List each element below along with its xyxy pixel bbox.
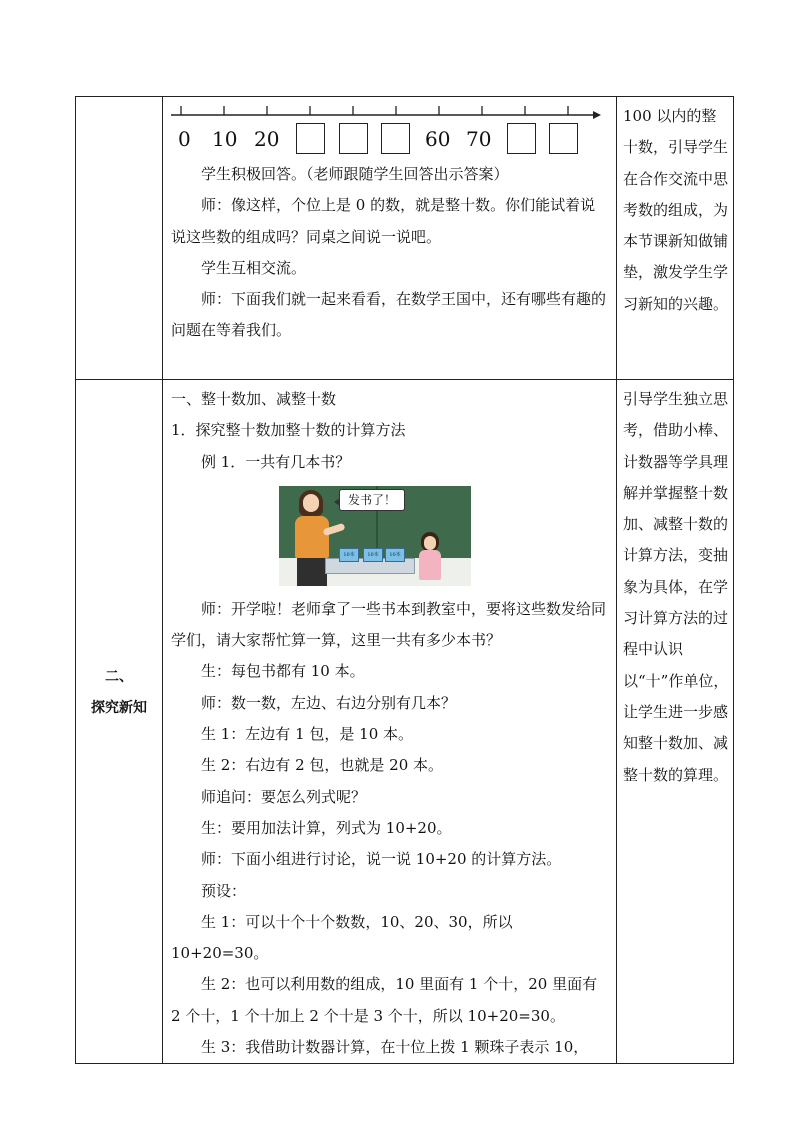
intent-cell xyxy=(617,97,734,380)
book-pack: 10本 xyxy=(363,548,383,562)
number-line-label: 70 xyxy=(466,127,492,151)
subsection-heading: 1．探究整十数加整十数的计算方法 xyxy=(171,421,406,440)
paragraph: 师：下面小组进行讨论，说一说 10+20 的计算方法。 xyxy=(201,850,562,869)
stage-label xyxy=(76,380,162,724)
answer-box xyxy=(507,123,536,154)
teacher-figure xyxy=(295,516,329,558)
book-pack: 10本 xyxy=(339,548,359,562)
paragraph: 生 3：我借助计数器计算，在十位上拨 1 颗珠子表示 10， xyxy=(201,1038,589,1057)
number-line-label: 0 xyxy=(178,127,191,151)
paragraph: 师追问：要怎么列式呢？ xyxy=(201,787,367,806)
paragraph: 师：数一数，左边、右边分别有几本？ xyxy=(201,693,457,712)
stage-number: 二、 xyxy=(105,669,133,685)
book-pack: 10本 xyxy=(385,548,405,562)
process-cell xyxy=(163,380,617,1064)
paragraph: 师：像这样，个位上是 0 的数，就是整十数。你们能试着说说这些数的组成吗？同桌之间说一说吧。 xyxy=(171,196,596,246)
speech-bubble: 发书了！ xyxy=(339,489,405,511)
classroom-illustration xyxy=(279,486,471,586)
table-row xyxy=(76,97,734,380)
stage-cell xyxy=(76,380,163,1064)
design-intent-note: 引导学生独立思考，借助小棒、计数器等学具理解并掌握整十数加、减整十数的计算方法，变抽象为具体，在学习计算方法的过程中认识以“十”作单位，让学生进一步感知整十数加、减整十数的算理。 xyxy=(623,390,729,784)
section-heading: 一、整十数加、减整十数 xyxy=(171,390,337,408)
process-cell xyxy=(163,97,617,380)
design-intent-note: 100 以内的整十数，引导学生在合作交流中思考数的组成，为本节课新知做铺垫，激发学生学习新知的兴趣。 xyxy=(623,107,729,313)
paragraph: 学生互相交流。 xyxy=(201,258,307,277)
paragraph: 师：开学啦！老师拿了一些书本到教室中，要将这些数发给同学们，请大家帮忙算一算，这里一共有多少本书？ xyxy=(171,599,607,650)
paragraph: 生 1：可以十个十个数数，10、20、30，所以 10+20=30。 xyxy=(171,912,513,963)
paragraph: 生：要用加法计算，列式为 10+20。 xyxy=(201,818,452,837)
intent-cell xyxy=(617,380,734,1064)
paragraph: 师：下面我们就一起来看看，在数学王国中，还有哪些有趣的问题在等着我们。 xyxy=(171,290,607,340)
paragraph: 生 2：也可以利用数的组成，10 里面有 1 个十，20 里面有 2 个十，1 个十加上 2 个十是 3 个十，所以 10+20=30。 xyxy=(171,975,598,1025)
answer-box xyxy=(296,123,325,154)
paragraph: 学生积极回答。（老师跟随学生回答出示答案） xyxy=(201,165,509,183)
answer-box xyxy=(549,123,578,154)
student-figure xyxy=(419,550,441,580)
number-line-axis xyxy=(169,101,601,125)
stage-title: 探究新知 xyxy=(91,700,147,716)
table-row xyxy=(76,380,734,1064)
paragraph: 生：每包书都有 10 本。 xyxy=(201,662,365,681)
number-line xyxy=(169,101,610,159)
stage-cell xyxy=(76,97,163,380)
stage-label xyxy=(76,97,162,379)
example-title: 例 1．一共有几本书？ xyxy=(201,452,351,471)
paragraph: 生 2：右边有 2 包，也就是 20 本。 xyxy=(201,756,444,775)
paragraph: 生 1：左边有 1 包，是 10 本。 xyxy=(201,725,414,744)
number-line-label: 10 xyxy=(212,127,238,151)
answer-box xyxy=(381,123,410,154)
lesson-plan-table xyxy=(75,96,734,1064)
number-line-label: 60 xyxy=(425,127,451,151)
paragraph: 预设： xyxy=(201,881,247,900)
answer-box xyxy=(339,123,368,154)
number-line-label: 20 xyxy=(254,127,280,151)
